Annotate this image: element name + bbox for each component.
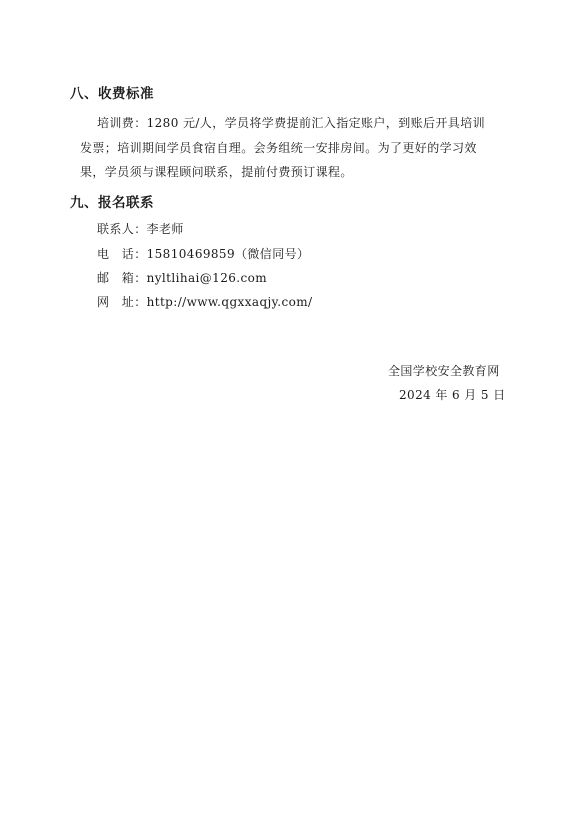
email-value[interactable]: nyltlihai@126.com <box>146 271 268 285</box>
website-row <box>97 294 312 310</box>
fee-line-2: 发票；培训期间学员食宿自理。会务组统一安排房间。为了更好的学习效 <box>80 140 477 155</box>
email-label: 邮 箱： <box>97 271 147 285</box>
fee-paragraph <box>80 111 520 185</box>
contact-person-value: 李老师 <box>146 222 184 236</box>
email-row <box>97 270 267 286</box>
phone-label: 电 话： <box>97 247 147 261</box>
contact-person-row <box>97 221 184 237</box>
website-link[interactable]: http://www.qgxxaqjy.com/ <box>146 295 313 309</box>
phone-value: 15810469859（微信同号） <box>146 247 310 261</box>
fee-line-1: 培训费：1280 元/人，学员将学费提前汇入指定账户，到账后开具培训 <box>97 116 485 130</box>
section-heading-fee: 八、收费标准 <box>70 86 154 102</box>
phone-row <box>97 246 309 262</box>
signature-organization: 全国学校安全教育网 <box>388 364 500 378</box>
fee-line-3: 果，学员须与课程顾问联系，提前付费预订课程。 <box>80 165 353 179</box>
contact-person-label: 联系人： <box>97 222 147 236</box>
section-heading-contact: 九、报名联系 <box>70 195 154 211</box>
signature-date: 2024 年 6 月 5 日 <box>399 388 506 402</box>
website-label: 网 址： <box>97 295 147 309</box>
